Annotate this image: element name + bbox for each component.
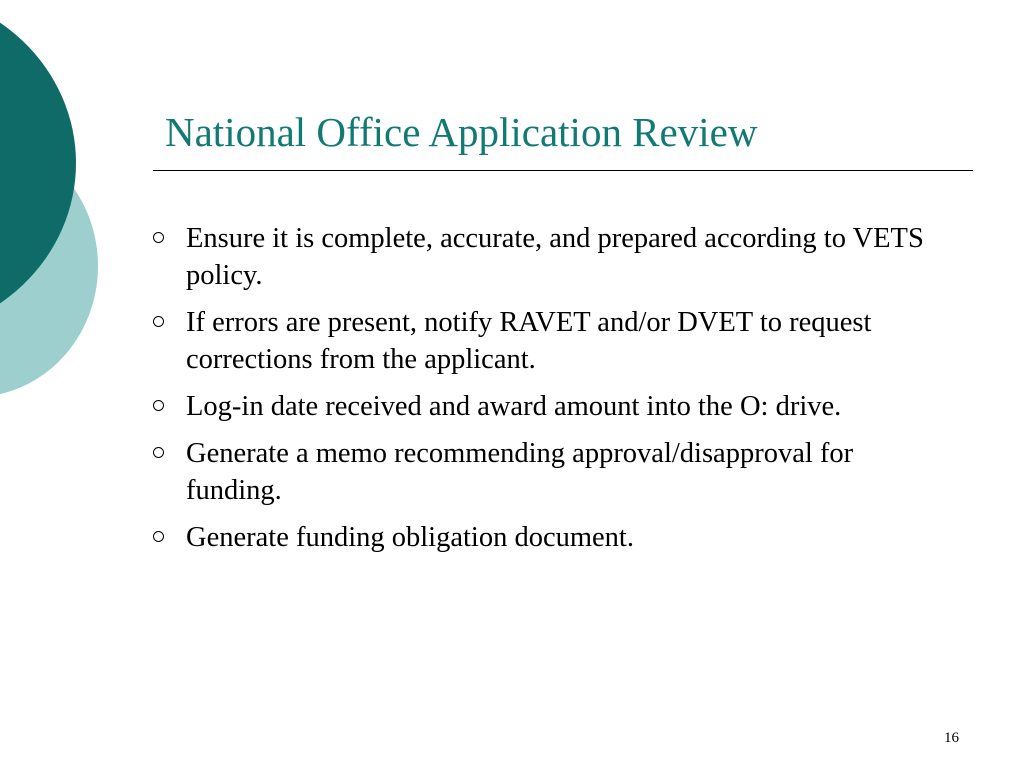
bullet-item: [148, 435, 928, 509]
bullet-item: [148, 220, 928, 294]
hollow-circle-bullet-icon: [153, 316, 164, 327]
bullet-list: [148, 220, 928, 566]
bullet-item: [148, 304, 928, 378]
hollow-circle-bullet-icon: [153, 447, 164, 458]
bullet-item: [148, 519, 928, 556]
bullet-text: Generate a memo recommending approval/disapproval for funding.: [186, 438, 854, 506]
hollow-circle-bullet-icon: [153, 232, 164, 243]
bullet-text: Log-in date received and award amount into the O: drive.: [186, 391, 842, 422]
bullet-text: Generate funding obligation document.: [186, 522, 634, 553]
slide-title: National Office Application Review: [165, 109, 758, 155]
title-divider: [153, 170, 973, 171]
page-number: 16: [944, 730, 959, 746]
bullet-text: Ensure it is complete, accurate, and prepared according to VETS policy.: [186, 223, 924, 291]
hollow-circle-bullet-icon: [153, 400, 164, 411]
bullet-item: [148, 388, 928, 425]
hollow-circle-bullet-icon: [153, 531, 164, 542]
bullet-text: If errors are present, notify RAVET and/or DVET to request corrections from the applicant.: [186, 307, 872, 375]
